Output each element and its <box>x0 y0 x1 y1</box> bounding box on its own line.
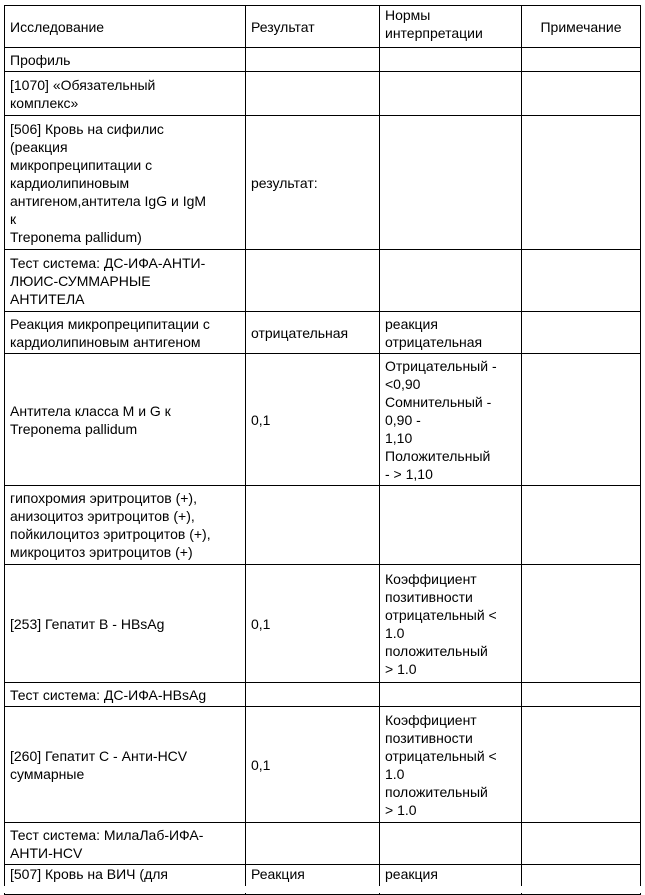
study-cell: гипохромия эритроцитов (+), анизоцитоз эритроцитов (+), пойкилоцитоз эритроцитов (+), микроцитоз эритроцитов (+) <box>5 486 246 565</box>
study-cell: Антитела класса M и G к Treponema pallidum <box>5 354 246 486</box>
norms-cell <box>380 823 522 865</box>
table-row <box>5 250 641 312</box>
note-cell <box>522 823 641 865</box>
norms-cell: Коэффициент позитивности отрицательный < 1.0 положительный > 1.0 <box>380 707 522 823</box>
norms-cell <box>380 486 522 565</box>
norms-cell: Отрицательный - <0,90 Сомнительный - 0,90 - 1,10 Положительный - > 1,10 <box>380 354 522 486</box>
result-cell <box>246 486 380 565</box>
table-row <box>5 312 641 354</box>
result-cell <box>246 250 380 312</box>
study-cell: Тест система: МилаЛаб-ИФА- АНТИ-HCV <box>5 823 246 865</box>
result-cell: 0,1 <box>246 354 380 486</box>
table-row <box>5 72 641 116</box>
page-cutoff <box>0 886 645 893</box>
norms-cell: Коэффициент позитивности отрицательный < 1.0 положительный > 1.0 <box>380 565 522 683</box>
note-cell <box>522 72 641 116</box>
study-cell: [507] Кровь на ВИЧ (для <box>5 865 246 895</box>
norms-cell: реакция отрицательная <box>380 312 522 354</box>
study-cell: Профиль <box>5 48 246 72</box>
result-cell: Реакция <box>246 865 380 895</box>
table-row <box>5 565 641 683</box>
study-cell: [1070] «Обязательный комплекс» <box>5 72 246 116</box>
header-result: Результат <box>246 6 380 48</box>
study-cell: Реакция микропреципитации с кардиолипиновым антигеном <box>5 312 246 354</box>
note-cell <box>522 116 641 250</box>
norms-cell <box>380 116 522 250</box>
norms-cell <box>380 48 522 72</box>
table-row <box>5 48 641 72</box>
result-cell <box>246 823 380 865</box>
study-cell: Тест система: ДС-ИФА-HBsAg <box>5 683 246 707</box>
table-row <box>5 354 641 486</box>
result-cell: результат: <box>246 116 380 250</box>
study-cell: Тест система: ДС-ИФА-АНТИ- ЛЮИС-СУММАРНЫЕ АНТИТЕЛА <box>5 250 246 312</box>
table-header-row <box>5 6 641 48</box>
note-cell <box>522 312 641 354</box>
note-cell <box>522 565 641 683</box>
result-cell: 0,1 <box>246 565 380 683</box>
note-cell <box>522 707 641 823</box>
header-norms: Нормы интерпретации <box>380 6 522 48</box>
table-row <box>5 683 641 707</box>
note-cell <box>522 354 641 486</box>
result-cell <box>246 683 380 707</box>
header-study: Исследование <box>5 6 246 48</box>
table-row <box>5 823 641 865</box>
note-cell <box>522 48 641 72</box>
norms-cell: реакция <box>380 865 522 895</box>
table-row <box>5 116 641 250</box>
result-cell <box>246 48 380 72</box>
study-cell: [506] Кровь на сифилис (реакция микропреципитации с кардиолипиновым антигеном,антитела IgG и IgM к Treponema pallidum) <box>5 116 246 250</box>
result-cell: 0,1 <box>246 707 380 823</box>
result-cell: отрицательная <box>246 312 380 354</box>
note-cell <box>522 486 641 565</box>
norms-cell <box>380 250 522 312</box>
study-cell: [260] Гепатит C - Анти-HCV суммарные <box>5 707 246 823</box>
norms-cell <box>380 72 522 116</box>
study-cell: [253] Гепатит B - HBsAg <box>5 565 246 683</box>
note-cell <box>522 250 641 312</box>
table-row <box>5 707 641 823</box>
lab-results-table <box>4 5 641 895</box>
table-row <box>5 486 641 565</box>
result-cell <box>246 72 380 116</box>
header-note: Примечание <box>522 6 641 48</box>
norms-cell <box>380 683 522 707</box>
note-cell <box>522 683 641 707</box>
